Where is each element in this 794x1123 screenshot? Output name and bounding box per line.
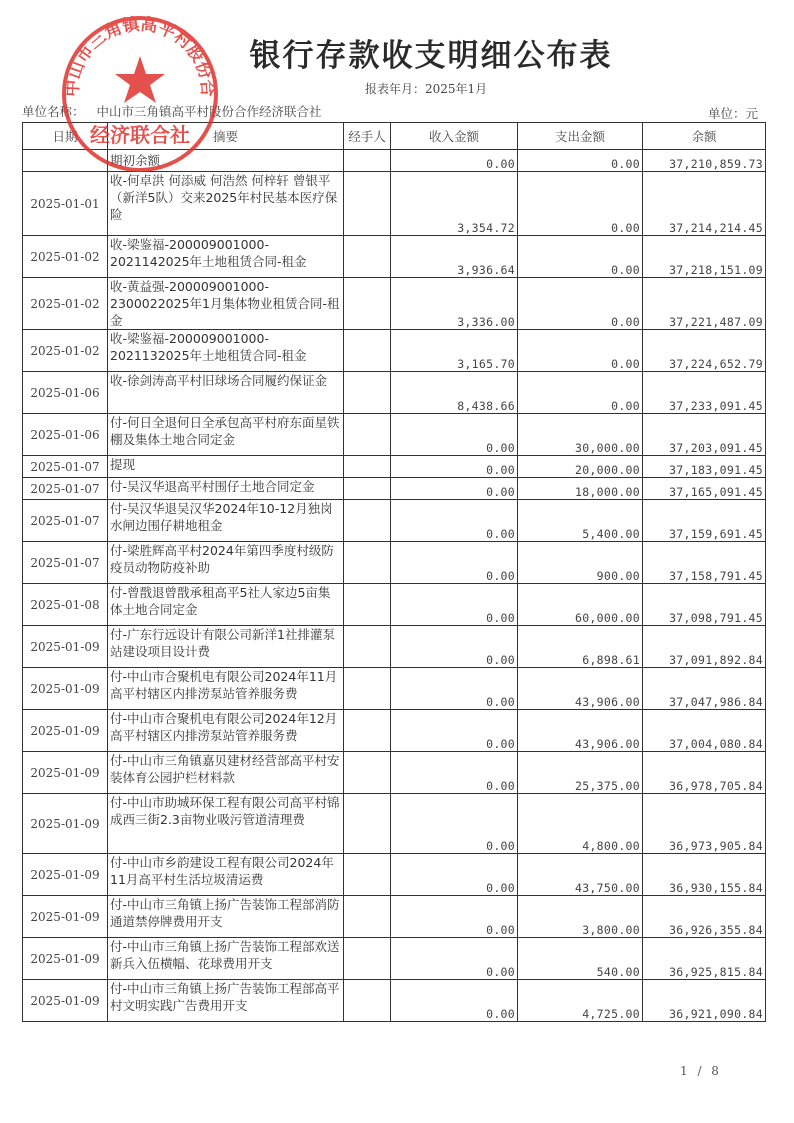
ledger-body [23, 150, 766, 1022]
expense-cell: 0.00 [518, 330, 643, 372]
date-cell: 2025-01-07 [23, 542, 108, 584]
handler-cell [344, 980, 391, 1022]
handler-cell [344, 330, 391, 372]
date-cell: 2025-01-09 [23, 794, 108, 854]
income-cell: 0.00 [391, 854, 518, 896]
table-row [23, 710, 766, 752]
balance-cell: 37,158,791.45 [643, 542, 766, 584]
document-title: 银行存款收支明细公布表 [249, 38, 613, 74]
income-cell: 0.00 [391, 456, 518, 478]
income-cell: 0.00 [391, 896, 518, 938]
table-row [23, 456, 766, 478]
balance-cell: 36,978,705.84 [643, 752, 766, 794]
expense-cell: 30,000.00 [518, 414, 643, 456]
handler-cell [344, 372, 391, 414]
summary-cell: 付-曾戬退曾戬承租高平5社人家边5亩集体土地合同定金 [108, 584, 344, 626]
table-row [23, 752, 766, 794]
header-summary: 摘要 [108, 123, 344, 150]
income-cell: 0.00 [391, 938, 518, 980]
date-cell: 2025-01-02 [23, 236, 108, 278]
summary-cell: 付-中山市助城环保工程有限公司高平村锦成西三街2.3亩物业吸污管道清理费 [108, 794, 344, 854]
table-row [23, 478, 766, 500]
balance-cell: 37,047,986.84 [643, 668, 766, 710]
table-row [23, 542, 766, 584]
date-cell: 2025-01-07 [23, 500, 108, 542]
income-cell: 0.00 [391, 584, 518, 626]
currency-unit: 单位：元 [707, 106, 758, 121]
date-cell: 2025-01-09 [23, 752, 108, 794]
expense-cell: 900.00 [518, 542, 643, 584]
income-cell: 0.00 [391, 542, 518, 584]
expense-cell: 43,906.00 [518, 710, 643, 752]
summary-cell: 付-中山市三角镇上扬广告装饰工程部欢送新兵入伍横幅、花球费用开支 [108, 938, 344, 980]
expense-cell: 18,000.00 [518, 478, 643, 500]
opening-balance-row [23, 150, 766, 172]
summary-cell: 付-中山市三角镇上扬广告装饰工程部高平村文明实践广告费用开支 [108, 980, 344, 1022]
handler-cell [344, 456, 391, 478]
balance-cell: 37,233,091.45 [643, 372, 766, 414]
balance-cell: 37,214,214.45 [643, 172, 766, 236]
expense-cell: 0.00 [518, 172, 643, 236]
date-cell: 2025-01-07 [23, 478, 108, 500]
expense-cell: 3,800.00 [518, 896, 643, 938]
date-cell: 2025-01-09 [23, 980, 108, 1022]
table-row [23, 278, 766, 330]
summary-cell: 收-何卓洪 何添威 何浩然 何梓轩 曾银平（新洋5队）交来2025年村民基本医疗保险 [108, 172, 344, 236]
header-handler: 经手人 [344, 123, 391, 150]
unit-name-line [22, 102, 322, 120]
date-cell: 2025-01-09 [23, 854, 108, 896]
income-cell: 0.00 [391, 710, 518, 752]
income-cell: 0.00 [391, 478, 518, 500]
income-cell: 0.00 [391, 500, 518, 542]
handler-cell [344, 236, 391, 278]
table-row [23, 626, 766, 668]
ledger-table [22, 122, 766, 1022]
table-row [23, 414, 766, 456]
table-row [23, 584, 766, 626]
table-row [23, 854, 766, 896]
handler-cell [344, 584, 391, 626]
income-cell: 3,936.64 [391, 236, 518, 278]
date-cell [23, 150, 108, 172]
summary-cell: 付-吴汉华退吴汉华2024年10-12月独岗水闸边围仔耕地租金 [108, 500, 344, 542]
date-cell: 2025-01-02 [23, 278, 108, 330]
balance-cell: 37,221,487.09 [643, 278, 766, 330]
income-cell: 0.00 [391, 414, 518, 456]
table-row [23, 938, 766, 980]
unit-name-value: 中山市三角镇高平村股份合作经济联合社 [96, 104, 322, 119]
balance-cell: 37,159,691.45 [643, 500, 766, 542]
summary-cell: 付-中山市三角镇嘉贝建材经营部高平村安装体育公园护栏材料款 [108, 752, 344, 794]
expense-cell: 4,725.00 [518, 980, 643, 1022]
handler-cell [344, 172, 391, 236]
income-cell: 0.00 [391, 752, 518, 794]
handler-cell [344, 938, 391, 980]
balance-cell: 37,004,080.84 [643, 710, 766, 752]
summary-cell: 付-吴汉华退高平村围仔土地合同定金 [108, 478, 344, 500]
table-row [23, 794, 766, 854]
expense-cell: 6,898.61 [518, 626, 643, 668]
table-row [23, 372, 766, 414]
summary-cell: 期初余额 [108, 150, 344, 172]
income-cell: 0.00 [391, 980, 518, 1022]
summary-cell: 付-广东行远设计有限公司新洋1社排灌泵站建设项目设计费 [108, 626, 344, 668]
handler-cell [344, 626, 391, 668]
header-expense: 支出金额 [518, 123, 643, 150]
balance-cell: 37,203,091.45 [643, 414, 766, 456]
expense-cell: 540.00 [518, 938, 643, 980]
balance-cell: 36,921,090.84 [643, 980, 766, 1022]
summary-cell: 付-中山市三角镇上扬广告装饰工程部消防通道禁停牌费用开支 [108, 896, 344, 938]
unit-name-label: 单位名称： [22, 104, 85, 119]
balance-cell: 36,925,815.84 [643, 938, 766, 980]
income-cell: 0.00 [391, 626, 518, 668]
expense-cell: 0.00 [518, 372, 643, 414]
balance-cell: 37,210,859.73 [643, 150, 766, 172]
report-period: 报表年月：2025年1月 [365, 82, 488, 96]
handler-cell [344, 542, 391, 584]
summary-cell: 付-梁胜辉高平村2024年第四季度村级防疫员动物防疫补助 [108, 542, 344, 584]
summary-cell: 提现 [108, 456, 344, 478]
handler-cell [344, 752, 391, 794]
income-cell: 3,354.72 [391, 172, 518, 236]
date-cell: 2025-01-09 [23, 626, 108, 668]
table-row [23, 668, 766, 710]
handler-cell [344, 854, 391, 896]
expense-cell: 5,400.00 [518, 500, 643, 542]
income-cell: 0.00 [391, 794, 518, 854]
date-cell: 2025-01-06 [23, 372, 108, 414]
balance-cell: 36,973,905.84 [643, 794, 766, 854]
expense-cell: 43,906.00 [518, 668, 643, 710]
summary-cell: 付-中山市合聚机电有限公司2024年11月高平村辖区内排涝泵站管养服务费 [108, 668, 344, 710]
date-cell: 2025-01-01 [23, 172, 108, 236]
header-balance: 余额 [643, 123, 766, 150]
date-cell: 2025-01-09 [23, 710, 108, 752]
table-row [23, 330, 766, 372]
expense-cell: 0.00 [518, 278, 643, 330]
header-date: 日期 [23, 123, 108, 150]
expense-cell: 43,750.00 [518, 854, 643, 896]
expense-cell: 0.00 [518, 236, 643, 278]
income-cell: 3,336.00 [391, 278, 518, 330]
seal-bottom-text: 经济联合社 [90, 123, 190, 147]
handler-cell [344, 414, 391, 456]
balance-cell: 37,091,892.84 [643, 626, 766, 668]
income-cell: 0.00 [391, 150, 518, 172]
balance-cell: 36,926,355.84 [643, 896, 766, 938]
balance-cell: 37,165,091.45 [643, 478, 766, 500]
date-cell: 2025-01-08 [23, 584, 108, 626]
table-row [23, 236, 766, 278]
summary-cell: 收-徐剑涛高平村旧球场合同履约保证金 [108, 372, 344, 414]
handler-cell [344, 500, 391, 542]
summary-cell: 收-梁鉴福-200009001000-2021142025年土地租赁合同-租金 [108, 236, 344, 278]
balance-cell: 36,930,155.84 [643, 854, 766, 896]
date-cell: 2025-01-09 [23, 668, 108, 710]
summary-cell: 收-梁鉴福-200009001000-2021132025年土地租赁合同-租金 [108, 330, 344, 372]
handler-cell [344, 710, 391, 752]
handler-cell [344, 150, 391, 172]
balance-cell: 37,183,091.45 [643, 456, 766, 478]
header-income: 收入金额 [391, 123, 518, 150]
page-number: 1 / 8 [680, 1064, 722, 1078]
expense-cell: 0.00 [518, 150, 643, 172]
balance-cell: 37,098,791.45 [643, 584, 766, 626]
handler-cell [344, 896, 391, 938]
summary-cell: 收-黄益强-200009001000-2300022025年1月集体物业租赁合同-租金 [108, 278, 344, 330]
handler-cell [344, 668, 391, 710]
date-cell: 2025-01-09 [23, 896, 108, 938]
handler-cell [344, 794, 391, 854]
summary-cell: 付-何日全退何日全承包高平村府东面星铁棚及集体土地合同定金 [108, 414, 344, 456]
income-cell: 3,165.70 [391, 330, 518, 372]
expense-cell: 20,000.00 [518, 456, 643, 478]
summary-cell: 付-中山市合聚机电有限公司2024年12月高平村辖区内排涝泵站管养服务费 [108, 710, 344, 752]
handler-cell [344, 478, 391, 500]
date-cell: 2025-01-02 [23, 330, 108, 372]
handler-cell [344, 278, 391, 330]
summary-cell: 付-中山市乡韵建设工程有限公司2024年11月高平村生活垃圾清运费 [108, 854, 344, 896]
income-cell: 0.00 [391, 668, 518, 710]
seal-top-text: 中山市三角镇高平村股份合 [62, 14, 218, 98]
table-row [23, 172, 766, 236]
balance-cell: 37,224,652.79 [643, 330, 766, 372]
table-row [23, 896, 766, 938]
expense-cell: 25,375.00 [518, 752, 643, 794]
table-row [23, 500, 766, 542]
expense-cell: 60,000.00 [518, 584, 643, 626]
date-cell: 2025-01-06 [23, 414, 108, 456]
balance-cell: 37,218,151.09 [643, 236, 766, 278]
date-cell: 2025-01-09 [23, 938, 108, 980]
income-cell: 8,438.66 [391, 372, 518, 414]
table-row [23, 980, 766, 1022]
table-header-row [23, 123, 766, 150]
expense-cell: 4,800.00 [518, 794, 643, 854]
date-cell: 2025-01-07 [23, 456, 108, 478]
